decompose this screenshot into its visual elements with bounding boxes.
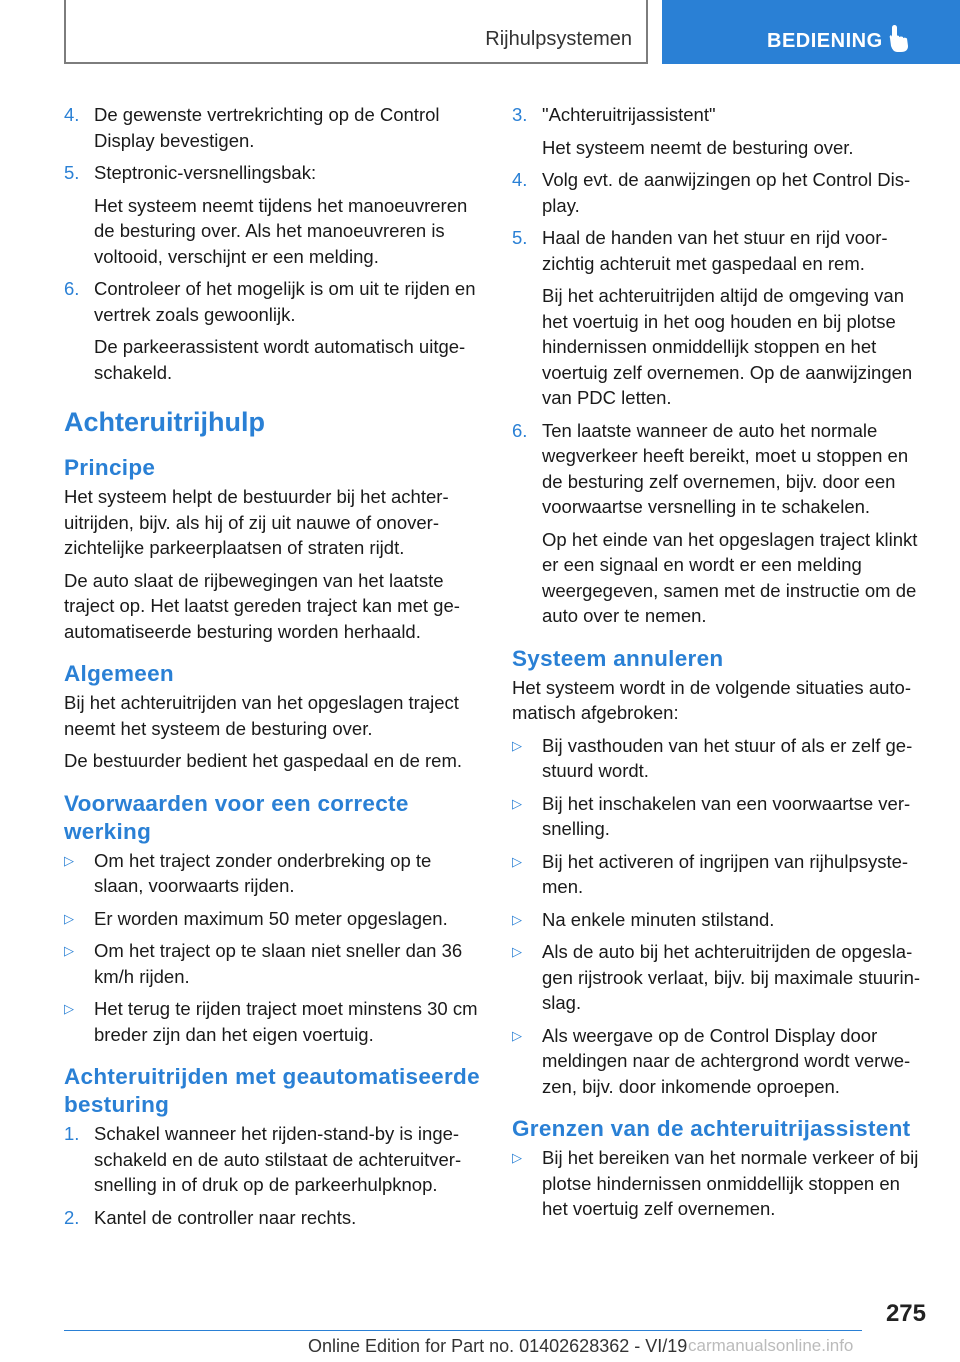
step-item — [512, 102, 926, 160]
subheading-achteruitrijden: Achteruitrijden met geautomatiseerde besturing — [64, 1064, 480, 1117]
step-item — [64, 160, 482, 269]
bullet-item — [64, 848, 482, 899]
triangle-bullet-icon: ▷ — [512, 944, 522, 959]
step-item — [512, 225, 926, 411]
paragraph: De bestuurder bedient het gaspedaal en de rem. — [64, 750, 463, 771]
triangle-bullet-icon: ▷ — [64, 852, 74, 868]
step-text: Controleer of het mogelijk is om uit te rijden en vertrek zoals gewoonlijk. — [94, 278, 476, 325]
step-number: 1. — [64, 1123, 80, 1144]
step-text: Kantel de controller naar rechts. — [94, 1206, 357, 1228]
step-text: De parkeerassistent wordt automatisch uitgeschakeld. — [94, 336, 466, 383]
triangle-bullet-icon: ▷ — [512, 1150, 522, 1165]
paragraph: Het systeem helpt de bestuurder bij het achteruitrijden, bijv. als hij of zij uit nauwe of onoverzichtelijke parkeerplaatsen of straten rijdt. — [64, 486, 449, 558]
header-section-box — [64, 0, 648, 64]
step-text: Ten laatste wanneer de auto het normale wegverkeer heeft bereikt, moet u stoppen en de besturing zelf overnemen, bijv. door een voorwaartse versnelling in te schakelen. — [542, 419, 909, 517]
chapter-title: BEDIENING — [767, 30, 883, 52]
step-number: 5. — [64, 162, 80, 183]
bullet-item — [64, 938, 482, 989]
step-item — [64, 1121, 482, 1198]
step-item — [512, 418, 926, 629]
subheading-voorwaarden: Voorwaarden voor een correcte werking — [64, 790, 409, 844]
bullet-text: Bij het activeren of ingrijpen van rijhulpsystemen. — [542, 850, 909, 897]
bullet-text: Het terug te rijden traject moet minstens 30 cm breder zijn dan het eigen voertuig. — [94, 998, 478, 1045]
triangle-bullet-icon: ▷ — [512, 911, 522, 927]
page-number: 275 — [885, 1300, 926, 1327]
bullet-item — [64, 906, 482, 932]
triangle-bullet-icon: ▷ — [64, 910, 74, 926]
bullet-text: Om het traject op te slaan niet sneller dan 36 km/h rijden. — [94, 940, 463, 987]
bullet-text: Om het traject zonder onderbreking op te slaan, voorwaarts rijden. — [94, 849, 432, 896]
triangle-bullet-icon: ▷ — [512, 795, 522, 811]
bullet-text: Na enkele minuten stilstand. — [542, 908, 775, 930]
step-text: Het systeem neemt tijdens het manoeuvreren de besturing over. Als het manoeuvreren is voltooid, verschijnt er een melding. — [94, 194, 468, 267]
step-item — [64, 102, 482, 153]
triangle-bullet-icon: ▷ — [512, 737, 522, 753]
step-text: Op het einde van het opgeslagen traject klinkt er een signaal en wordt er een melding weergegeven, samen met de instructie om de auto over te nemen. — [542, 528, 918, 626]
step-number: 6. — [512, 419, 528, 441]
step-item — [512, 167, 926, 218]
bullet-text: Bij het bereiken van het normale verkeer of bij plotse hindernissen onmiddellijk stoppen en het voertuig zelf overnemen. — [542, 1147, 919, 1219]
bullet-item — [512, 939, 926, 1016]
step-number: 6. — [64, 278, 80, 299]
step-number: 3. — [512, 104, 528, 125]
bullet-item — [512, 791, 926, 842]
step-text: Bij het achteruitrijden altijd de omgeving van het voertuig in het oog houden en bij plotse hindernissen onmiddellijk stoppen en het voertuig zelf overnemen. Op de aanwijzingen van PDC letten. — [542, 285, 913, 408]
step-item — [64, 276, 482, 385]
paragraph: Bij het achteruitrijden van het opgeslagen traject neemt het systeem de besturing over. — [64, 692, 459, 739]
pointing-hand-icon — [888, 24, 910, 54]
left-column — [64, 102, 482, 1237]
step-text: Schakel wanneer het rijden-stand-by is ingeschakeld en de auto stilstaat de achteruitversnelling in of druk op de parkeerhulpknop. — [94, 1123, 462, 1195]
step-number: 4. — [512, 169, 528, 190]
bullet-item — [64, 996, 482, 1047]
section-heading: Achteruitrijhulp — [64, 407, 265, 437]
step-text: Het systeem neemt de besturing over. — [542, 136, 854, 158]
paragraph: Het systeem wordt in de volgende situaties automatisch afgebroken: — [512, 676, 911, 723]
bullet-text: Als weergave op de Control Display door meldingen naar de achtergrond wordt verwezen, bijv. door inkomende oproepen. — [542, 1024, 911, 1097]
paragraph: De auto slaat de rijbewegingen van het laatste traject op. Het laatst gereden traject kan met geautomatiseerde besturing worden herhaald. — [64, 569, 460, 642]
step-number: 2. — [64, 1206, 80, 1228]
step-text: Haal de handen van het stuur en rijd voorzichtig achteruit met gaspedaal en rem. — [542, 227, 888, 274]
step-number: 5. — [512, 227, 528, 248]
triangle-bullet-icon: ▷ — [512, 1027, 522, 1043]
bullet-text: Als de auto bij het achteruitrijden de opgeslagen rijstrook verlaat, bijv. bij maximale stuurinslag. — [542, 941, 921, 1013]
edition-text: Online Edition for Part no. 01402628362 - VI/19 — [308, 1336, 688, 1356]
subheading-grenzen: Grenzen van de achteruitrijassistent — [512, 1116, 911, 1141]
bullet-item — [512, 1145, 926, 1222]
bullet-text: Er worden maximum 50 meter opgeslagen. — [94, 907, 448, 929]
header-chapter-box — [662, 0, 960, 64]
step-item — [64, 1205, 482, 1231]
step-text: Steptronic-versnellingsbak: — [94, 162, 317, 183]
footer-divider — [64, 1330, 862, 1331]
bullet-item — [512, 849, 926, 900]
bullet-item — [512, 907, 926, 933]
triangle-bullet-icon: ▷ — [512, 853, 522, 869]
right-column — [512, 102, 926, 1229]
step-text: De gewenste vertrekrichting op de Control Display bevestigen. — [94, 104, 440, 151]
subheading-annuleren: Systeem annuleren — [512, 645, 724, 671]
step-text: "Achteruitrijassistent" — [542, 104, 716, 125]
bullet-item — [512, 1023, 926, 1100]
bullet-text: Bij het inschakelen van een voorwaartse versnelling. — [542, 792, 911, 839]
step-text: Volg evt. de aanwijzingen op het Control Display. — [542, 169, 911, 216]
bullet-text: Bij vasthouden van het stuur of als er zelf gestuurd wordt. — [542, 734, 913, 781]
triangle-bullet-icon: ▷ — [64, 1001, 74, 1016]
subheading-algemeen: Algemeen — [64, 661, 174, 686]
step-number: 4. — [64, 104, 80, 125]
subheading-principe: Principe — [64, 455, 156, 480]
watermark: carmanualsonline.info — [688, 1336, 854, 1355]
section-title: Rijhulpsystemen — [485, 28, 632, 50]
triangle-bullet-icon: ▷ — [64, 943, 74, 958]
bullet-item — [512, 733, 926, 784]
